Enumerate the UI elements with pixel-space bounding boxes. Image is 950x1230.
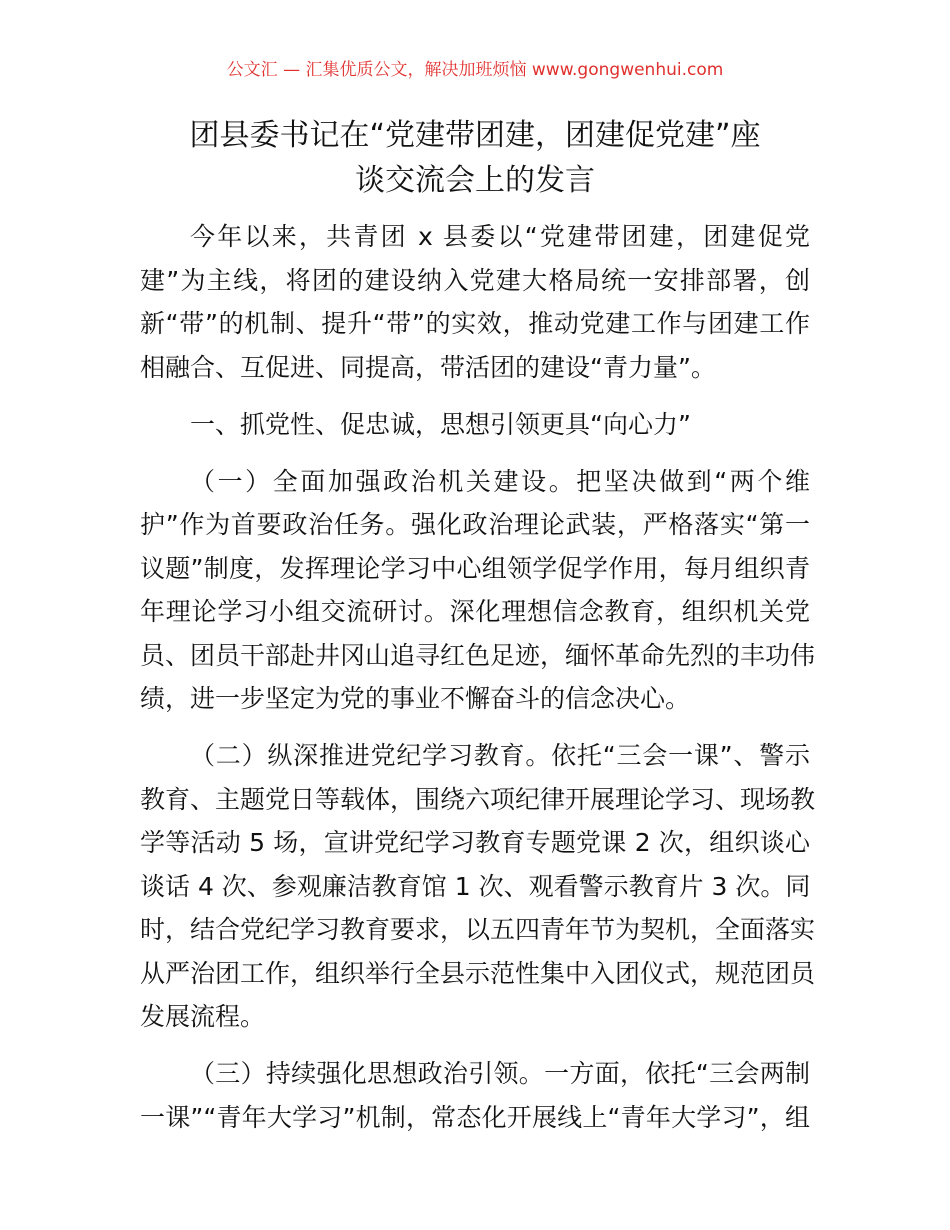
text-line: 护”作为首要政治任务。强化政治理论武装，严格落实“第一 bbox=[140, 510, 810, 539]
text-line: （二）纵深推进党纪学习教育。依托“三会一课”、警示 bbox=[190, 741, 810, 770]
paragraph-intro bbox=[140, 215, 810, 389]
text-line: 一、抓党性、促忠诚，思想引领更具“向心力” bbox=[190, 409, 691, 439]
document-title bbox=[140, 113, 810, 203]
text-line: （三）持续强化思想政治引领。一方面，依托“三会两制 bbox=[190, 1059, 810, 1088]
title-line: 谈交流会上的发言 bbox=[355, 163, 595, 198]
section-heading bbox=[140, 403, 810, 447]
text-line: 学等活动 5 场，宣讲党纪学习教育专题党课 2 次，组织谈心 bbox=[140, 828, 810, 857]
text-line: 员、团员干部赴井冈山追寻红色足迹，缅怀革命先烈的丰功伟 bbox=[140, 640, 816, 670]
text-line: 建”为主线，将团的建设纳入党建大格局统一安排部署，创 bbox=[140, 265, 810, 295]
text-line: 教育、主题党日等载体，围绕六项纪律开展理论学习、现场教 bbox=[140, 784, 816, 814]
text-line: 发展流程。 bbox=[140, 1002, 266, 1031]
document-body bbox=[140, 215, 816, 1153]
text-line: 新“带”的机制、提升“带”的实效，推动党建工作与团建工作 bbox=[140, 309, 810, 338]
text-line: 今年以来，共青团 x 县委以“党建带团建，团建促党 bbox=[190, 222, 810, 251]
text-line: 年理论学习小组交流研讨。深化理想信念教育，组织机关党 bbox=[140, 597, 810, 626]
text-line: 谈话 4 次、参观廉洁教育馆 1 次、观看警示教育片 3 次。同 bbox=[140, 871, 811, 901]
text-line: 绩，进一步坚定为党的事业不懈奋斗的信念决心。 bbox=[140, 684, 691, 713]
title-line: 团县委书记在“党建带团建，团建促党建”座 bbox=[189, 118, 761, 153]
text-line: 议题”制度，发挥理论学习中心组领学促学作用，每月组织青 bbox=[140, 553, 810, 583]
paragraph-1 bbox=[140, 460, 816, 721]
text-line: 从严治团工作，组织举行全县示范性集中入团仪式，规范团员 bbox=[140, 958, 816, 988]
paragraph-3 bbox=[140, 1052, 810, 1139]
text-line: 相融合、互促进、同提高，带活团的建设“青力量”。 bbox=[140, 352, 716, 382]
text-line: 一课”“青年大学习”机制，常态化开展线上“青年大学习”，组 bbox=[140, 1102, 810, 1132]
paragraph-2 bbox=[140, 734, 816, 1039]
text-line: （一）全面加强政治机关建设。把坚决做到“两个维 bbox=[190, 466, 810, 496]
text-line: 时，结合党纪学习教育要求，以五四青年节为契机，全面落实 bbox=[140, 915, 816, 944]
watermark-header: 公文汇 — 汇集优质公文，解决加班烦恼 www.gongwenhui.com bbox=[226, 60, 724, 80]
